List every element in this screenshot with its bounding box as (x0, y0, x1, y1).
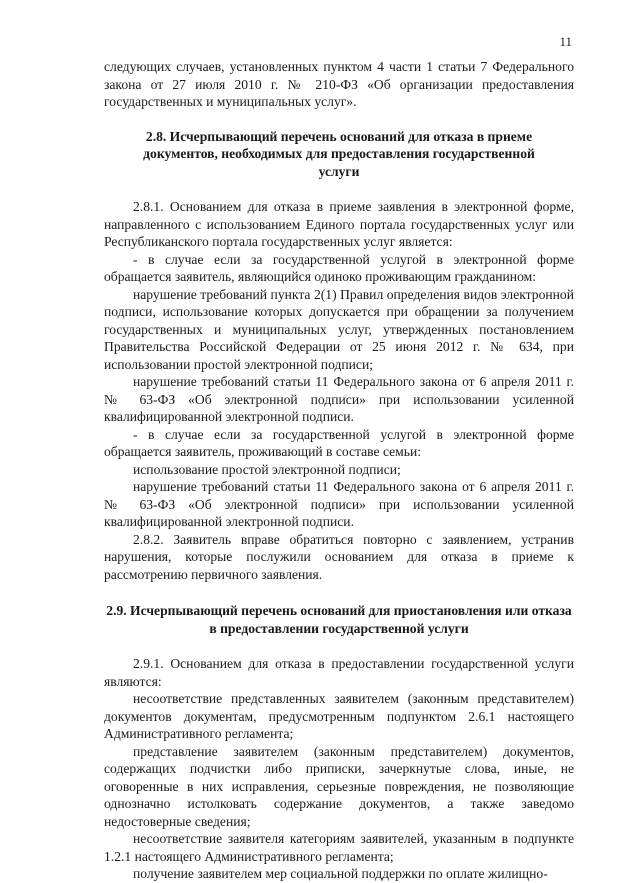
section-2-9-heading: 2.9. Исчерпывающий перечень оснований для приостановления или отказа в предоставлении государственной услуги (106, 603, 572, 636)
list-item-rule-violation: нарушение требований пункта 2(1) Правил определения видов электронной подписи, использование которых допускается при обращении за получением государственных и муниципальных услуг, утвержденных постановлением Правительства Российской Федерации от 25 июня 2012 г. № 634, при использовании простой электронной подписи; (104, 286, 574, 372)
list-item-simple-signature: использование простой электронной подписи; (133, 461, 401, 477)
paragraph-2-8-1: 2.8.1. Основанием для отказа в приеме заявления в электронной форме, направленного с использованием Единого портала государственных услуг или Республиканского портала государственных услуг является: (104, 199, 574, 249)
list-item-category-mismatch: несоответствие заявителя категориям заявителей, указанным в подпункте 1.2.1 настоящего Административного регламента; (104, 831, 574, 864)
list-item-family-applicant: - в случае если за государственной услугой в электронной форме обращается заявитель, проживающий в составе семьи: (104, 426, 574, 459)
paragraph-2-9-1: 2.9.1. Основанием для отказа в предоставлении государственной услуги являются: (104, 656, 574, 689)
list-item-single-applicant: - в случае если за государственной услугой в электронной форме обращается заявитель, являющийся одиноко проживающим гражданином: (104, 251, 574, 284)
page-number: 11 (559, 34, 572, 49)
section-2-8-heading: 2.8. Исчерпывающий перечень оснований для отказа в приеме документов, необходимых для предоставления государственной услуги (143, 128, 535, 179)
list-item-law-violation-family: нарушение требований статьи 11 Федерального закона от 6 апреля 2011 г. № 63-ФЗ «Об электронной подписи» при использовании усиленной квалифицированной электронной подписи. (104, 479, 574, 529)
list-item-law-violation: нарушение требований статьи 11 Федерального закона от 6 апреля 2011 г. № 63-ФЗ «Об электронной подписи» при использовании усиленной квалифицированной электронной подписи. (104, 374, 574, 424)
paragraph-2-8-2: 2.8.2. Заявитель вправе обратиться повторно с заявлением, устранив нарушения, которые послужили основанием для отказа в приеме к рассмотрению первичного заявления. (104, 531, 574, 582)
lead-paragraph: следующих случаев, установленных пунктом 4 части 1 статьи 7 Федерального закона от 27 июля 2010 г. № 210-ФЗ «Об организации предоставления государственных и муниципальных услуг». (104, 59, 574, 109)
document-body (104, 58, 574, 883)
list-item-documents-mismatch: несоответствие представленных заявителем (законным представителем) документов документам, предусмотренным подпунктом 2.6.1 настоящего Административного регламента; (104, 691, 574, 741)
list-item-social-support: получение заявителем мер социальной поддержки по оплате жилищно- (133, 866, 548, 881)
list-item-corrupted-documents: представление заявителем (законным представителем) документов, содержащих подчистки либо приписки, зачеркнутые слова, иные, не оговоренные в них исправления, серьезные повреждения, не позволяющие однозначно истолковать содержание документов, а также заведомо недостоверные сведения; (104, 743, 574, 829)
